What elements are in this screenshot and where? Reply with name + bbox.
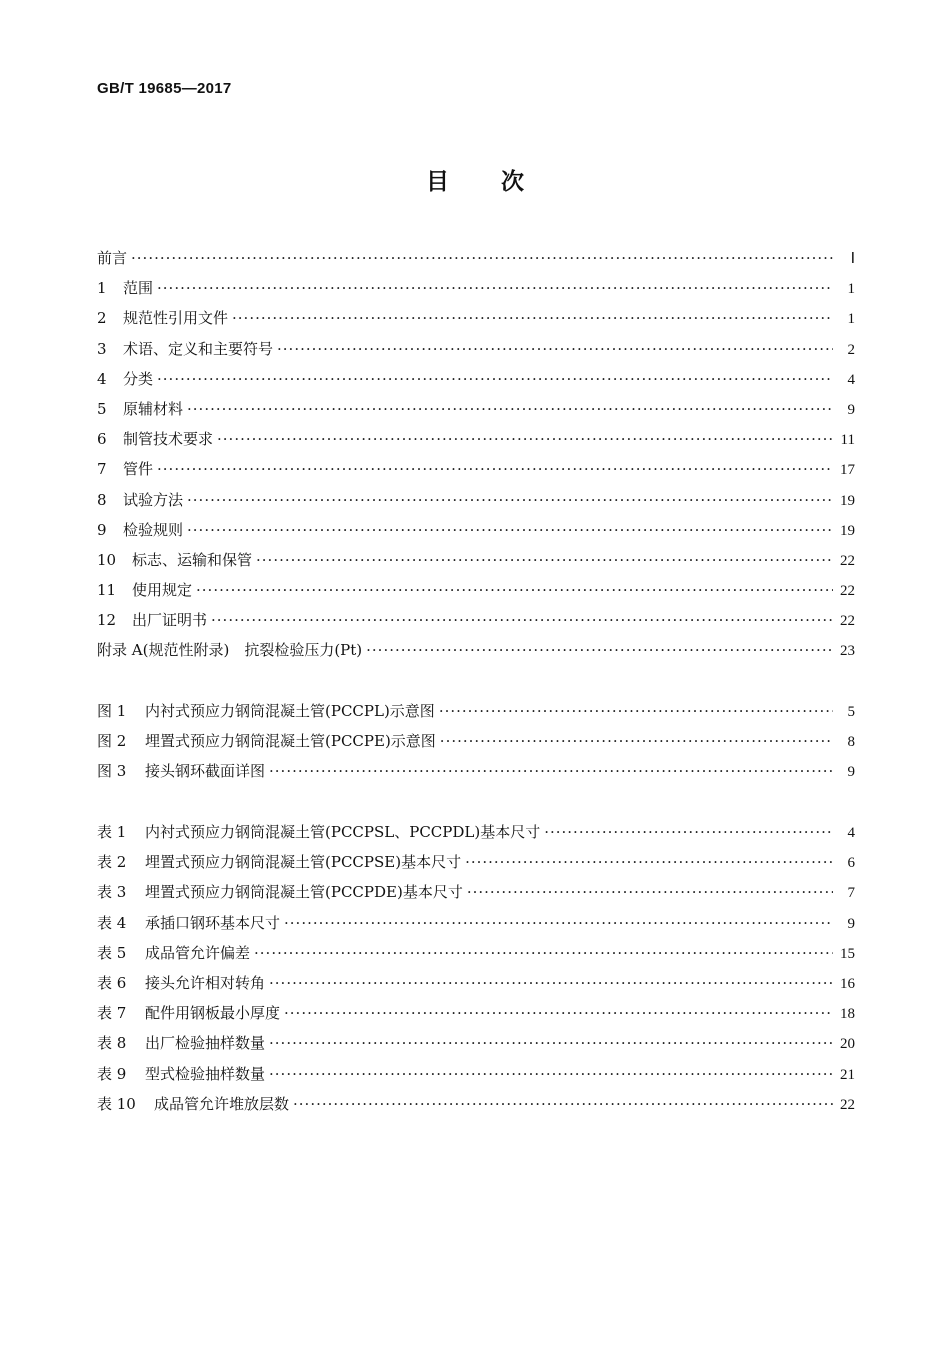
toc-table-number: 表 2 — [97, 853, 127, 872]
toc-table-number: 表 4 — [97, 913, 127, 932]
toc-section-entry[interactable] — [97, 575, 855, 605]
toc-section-label — [97, 394, 183, 424]
toc-table-entry[interactable] — [97, 847, 855, 877]
toc-section-number: 5 — [97, 399, 107, 418]
dot-leader — [284, 998, 833, 1028]
toc-section-entry[interactable] — [97, 605, 855, 635]
dot-leader — [465, 847, 833, 877]
dot-leader — [157, 364, 833, 394]
toc-section-number: 3 — [97, 339, 107, 358]
toc-section-title: (规范性附录) 抗裂检验压力(Pt) — [142, 641, 363, 660]
toc-section-page-number: 22 — [840, 552, 855, 569]
toc-table-number: 表 5 — [97, 943, 127, 962]
toc-section-title: 规范性引用文件 — [123, 309, 229, 328]
dot-leader — [439, 696, 833, 726]
toc-section-label — [97, 424, 213, 454]
dot-leader — [196, 575, 833, 605]
toc-table-title: 内衬式预应力钢筒混凝土管(PCCPSL、PCCPDL)基本尺寸 — [145, 823, 541, 841]
toc-table-number: 表 3 — [97, 883, 127, 902]
toc-table-number: 表 10 — [97, 1094, 136, 1113]
toc-figure-title: 接头钢环截面详图 — [145, 762, 266, 781]
toc-section-number: 4 — [97, 369, 107, 388]
toc-section-page-number: 9 — [847, 401, 855, 418]
toc-figure-label — [97, 726, 436, 756]
toc-table-title: 成品管允许偏差 — [145, 943, 251, 962]
toc-section-label — [97, 273, 153, 303]
toc-section-number: 11 — [97, 581, 117, 600]
dot-leader — [440, 726, 833, 756]
toc-table-page-number: 22 — [840, 1096, 855, 1113]
toc-section-title: 制管技术要求 — [123, 430, 214, 449]
toc-section-entry[interactable] — [97, 303, 855, 333]
toc-table-entry[interactable] — [97, 998, 855, 1028]
dot-leader — [269, 756, 833, 786]
toc-section-entry[interactable] — [97, 394, 855, 424]
dot-leader — [187, 394, 833, 424]
toc-figure-number: 图 2 — [97, 732, 127, 751]
dot-leader — [131, 243, 833, 273]
toc-section-entry[interactable] — [97, 454, 855, 484]
toc-section-label — [97, 454, 153, 484]
toc-table-label — [97, 817, 540, 847]
toc-table-number: 表 6 — [97, 973, 127, 992]
toc-section-label — [97, 515, 183, 545]
toc-section-label — [97, 605, 207, 635]
toc-table-title: 承插口钢环基本尺寸 — [145, 913, 281, 932]
toc-table-number: 表 9 — [97, 1064, 127, 1083]
toc-figure-number: 图 3 — [97, 762, 127, 781]
toc-figures — [97, 696, 855, 787]
toc-section-entry[interactable] — [97, 334, 855, 364]
toc-figure-label — [97, 756, 265, 786]
dot-leader — [157, 454, 833, 484]
toc-figure-entry[interactable] — [97, 696, 855, 726]
toc-section-label — [97, 364, 153, 394]
toc-section-page-number: 11 — [840, 432, 855, 449]
toc-section-entry[interactable] — [97, 424, 855, 454]
toc-table-label — [97, 1028, 265, 1058]
toc-table-title: 埋置式预应力钢筒混凝土管(PCCPDE)基本尺寸 — [145, 883, 463, 902]
toc-section-number: 6 — [97, 430, 107, 449]
toc-section-label — [97, 575, 192, 605]
toc-table-label — [97, 877, 463, 907]
toc-table-page-number: 15 — [840, 945, 855, 962]
toc-section-entry[interactable] — [97, 273, 855, 303]
page-title: 目次 — [426, 169, 576, 195]
dot-leader — [211, 605, 833, 635]
toc-table-entry[interactable] — [97, 877, 855, 907]
toc-table-label — [97, 1089, 289, 1119]
toc-table-title: 出厂检验抽样数量 — [145, 1034, 266, 1053]
toc-section-number: 附录 A — [97, 641, 143, 660]
toc-section-number: 8 — [97, 490, 107, 509]
toc-section-page-number: 19 — [840, 492, 855, 509]
dot-leader — [269, 968, 833, 998]
toc-table-number: 表 7 — [97, 1004, 127, 1023]
toc-section-title: 范围 — [123, 279, 154, 298]
toc-section-number: 2 — [97, 309, 107, 328]
toc-figure-title: 埋置式预应力钢筒混凝土管(PCCPE)示意图 — [145, 732, 436, 751]
toc-section-entry[interactable] — [97, 364, 855, 394]
standard-code: GB/T 19685—2017 — [97, 80, 232, 97]
toc-section-title: 分类 — [123, 369, 154, 388]
toc-section-number: 7 — [97, 460, 107, 479]
toc-section-title: 管件 — [123, 460, 154, 479]
toc-table-title: 配件用钢板最小厚度 — [145, 1004, 281, 1023]
toc-section-title: 出厂证明书 — [132, 611, 208, 630]
dot-leader — [187, 485, 833, 515]
toc-table-page-number: 18 — [840, 1006, 855, 1023]
toc-section-title: 标志、运输和保管 — [132, 550, 253, 569]
dot-leader — [277, 334, 833, 364]
dot-leader — [269, 1028, 833, 1058]
toc-table-label — [97, 908, 280, 938]
toc-section-entry[interactable] — [97, 485, 855, 515]
toc-section-page-number: 22 — [840, 583, 855, 600]
toc-section-page-number: 19 — [840, 522, 855, 539]
dot-leader — [284, 908, 833, 938]
toc-table-entry[interactable] — [97, 908, 855, 938]
dot-leader — [217, 424, 833, 454]
toc-table-label — [97, 938, 250, 968]
toc-section-entry[interactable] — [97, 243, 855, 273]
toc-section-page-number: 4 — [847, 371, 855, 388]
toc-section-label — [97, 303, 228, 333]
toc-table-entry[interactable] — [97, 938, 855, 968]
toc-section-page-number: Ⅰ — [850, 251, 855, 267]
toc-section-label — [97, 635, 362, 665]
toc-section-page-number: 2 — [847, 341, 855, 358]
toc-figure-entry[interactable] — [97, 756, 855, 786]
toc-section-number: 12 — [97, 611, 117, 630]
toc-section-title: 前言 — [97, 249, 128, 267]
dot-leader — [256, 545, 833, 575]
dot-leader — [232, 303, 833, 333]
toc-table-page-number: 4 — [847, 825, 855, 841]
toc-table-title: 型式检验抽样数量 — [145, 1064, 266, 1083]
toc-table-page-number: 6 — [847, 855, 855, 872]
toc-table-entry[interactable] — [97, 1028, 855, 1058]
toc-table-page-number: 20 — [840, 1036, 855, 1053]
toc-section-entry[interactable] — [97, 635, 855, 665]
toc-table-number: 表 8 — [97, 1034, 127, 1053]
toc-section-page-number: 22 — [840, 613, 855, 630]
dot-leader — [157, 273, 833, 303]
dot-leader — [467, 877, 833, 907]
toc-section-page-number: 1 — [847, 281, 855, 298]
toc-table-entry[interactable] — [97, 1059, 855, 1089]
toc-table-label — [97, 847, 461, 877]
toc-table-label — [97, 998, 280, 1028]
toc-table-title: 成品管允许堆放层数 — [154, 1094, 290, 1113]
toc-section-label — [97, 485, 183, 515]
toc-table-entry[interactable] — [97, 817, 855, 847]
toc-figure-page-number: 8 — [847, 734, 855, 751]
dot-leader — [366, 635, 833, 665]
toc-table-label — [97, 968, 265, 998]
dot-leader — [254, 938, 833, 968]
toc-section-title: 试验方法 — [123, 490, 184, 509]
toc-table-number: 表 1 — [97, 823, 127, 841]
dot-leader — [187, 515, 833, 545]
toc-section-title: 原辅材料 — [123, 399, 184, 418]
toc-section-label — [97, 545, 252, 575]
toc-table-entry[interactable] — [97, 968, 855, 998]
toc-section-page-number: 1 — [847, 311, 855, 328]
toc-figure-page-number: 9 — [847, 764, 855, 781]
toc-section-label — [97, 334, 273, 364]
toc-section-title: 检验规则 — [123, 520, 184, 539]
toc-section-entry[interactable] — [97, 515, 855, 545]
toc-figure-page-number: 5 — [847, 704, 855, 720]
toc-table-page-number: 16 — [840, 975, 855, 992]
toc-figure-number: 图 1 — [97, 702, 127, 720]
toc-table-page-number: 21 — [840, 1066, 855, 1083]
toc-table-page-number: 7 — [847, 885, 855, 902]
toc-table-title: 接头允许相对转角 — [145, 973, 266, 992]
toc-section-title: 使用规定 — [132, 581, 193, 600]
dot-leader — [544, 817, 833, 847]
toc-section-page-number: 23 — [840, 643, 855, 660]
toc-section-number: 9 — [97, 520, 107, 539]
toc-section-entry[interactable] — [97, 545, 855, 575]
toc-table-page-number: 9 — [847, 915, 855, 932]
toc-section-page-number: 17 — [840, 462, 855, 479]
toc-table-title: 埋置式预应力钢筒混凝土管(PCCPSE)基本尺寸 — [145, 853, 462, 872]
dot-leader — [293, 1089, 833, 1119]
toc-section-number: 1 — [97, 279, 107, 298]
toc-figure-label — [97, 696, 435, 726]
toc-section-title: 术语、定义和主要符号 — [123, 339, 274, 358]
toc-tables — [97, 817, 855, 1119]
toc-figure-title: 内衬式预应力钢筒混凝土管(PCCPL)示意图 — [145, 702, 435, 720]
toc-figure-entry[interactable] — [97, 726, 855, 756]
dot-leader — [269, 1059, 833, 1089]
toc-table-entry[interactable] — [97, 1089, 855, 1119]
toc-section-number: 10 — [97, 550, 117, 569]
toc-section-label — [97, 243, 127, 273]
toc-table-label — [97, 1059, 265, 1089]
toc-sections — [97, 243, 855, 666]
